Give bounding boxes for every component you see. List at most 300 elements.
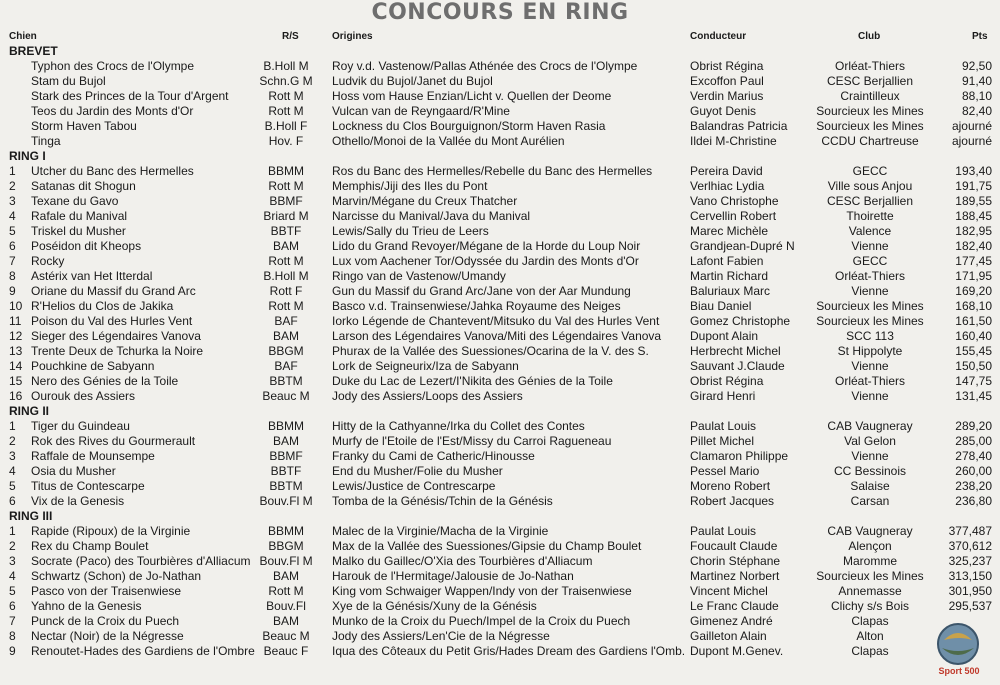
origins: Lockness du Clos Bourguignon/Storm Haven Rasia <box>332 119 606 133</box>
origins: Murfy de l'Etoile de l'Est/Missy du Carroi Ragueneau <box>332 434 612 448</box>
handler-name: Foucault Claude <box>690 539 778 553</box>
origins: Hoss vom Hause Enzian/Licht v. Quellen der Deome <box>332 89 612 103</box>
rank-number: 9 <box>9 284 16 298</box>
points: 289,20 <box>955 419 992 433</box>
handler-name: Balandras Patricia <box>690 119 788 133</box>
points: 236,80 <box>955 494 992 508</box>
result-row <box>0 374 1000 389</box>
points: 160,40 <box>955 329 992 343</box>
breed-sex: BBTM <box>269 374 303 388</box>
club-name: Clapas <box>851 644 889 658</box>
result-row <box>0 314 1000 329</box>
result-row <box>0 389 1000 404</box>
dog-name: Sieger des Légendaires Vanova <box>31 329 201 343</box>
result-row <box>0 464 1000 479</box>
dog-name: Titus de Contescarpe <box>31 479 145 493</box>
section-heading: BREVET <box>9 44 58 58</box>
rank-number: 4 <box>9 209 16 223</box>
rank-number: 5 <box>9 479 16 493</box>
rank-number: 2 <box>9 539 16 553</box>
breed-sex: BBMF <box>269 194 303 208</box>
page-title: CONCOURS EN RING <box>371 0 629 25</box>
logo-text: Sport 500 <box>938 666 980 676</box>
club-name: Sourcieux les Mines <box>816 569 924 583</box>
club-name: Ville sous Anjou <box>827 179 913 193</box>
handler-name: Biau Daniel <box>690 299 752 313</box>
handler-name: Lafont Fabien <box>690 254 764 268</box>
result-row <box>0 119 1000 134</box>
points: 155,45 <box>955 344 992 358</box>
handler-name: Sauvant J.Claude <box>690 359 785 373</box>
origins: Malko du Gaillec/O'Xia des Tourbières d'Alliacum <box>332 554 593 568</box>
origins: Lewis/Justice de Contrescarpe <box>332 479 496 493</box>
origins: Munko de la Croix du Puech/Impel de la Croix du Puech <box>332 614 631 628</box>
club-name: Vienne <box>851 449 889 463</box>
rank-number: 5 <box>9 584 16 598</box>
dog-name: Utcher du Banc des Hermelles <box>31 164 194 178</box>
breed-sex: BBMM <box>268 164 304 178</box>
club-name: CESC Berjallien <box>826 74 914 88</box>
rank-number: 1 <box>9 524 16 538</box>
breed-sex: Beauc F <box>263 644 309 658</box>
club-name: Orléat-Thiers <box>834 269 905 283</box>
rank-number: 14 <box>9 359 23 373</box>
handler-name: Guyot Denis <box>690 104 757 118</box>
breed-sex: Beauc M <box>262 389 310 403</box>
origins: Hitty de la Cathyanne/Irka du Collet des Contes <box>332 419 585 433</box>
points: 377,487 <box>948 524 992 538</box>
rank-number: 1 <box>9 419 16 433</box>
origins: Xye de la Génésis/Xuny de la Génésis <box>332 599 537 613</box>
rank-number: 2 <box>9 434 16 448</box>
club-name: CC Bessinois <box>833 464 907 478</box>
club-name: Valence <box>848 224 892 238</box>
result-row <box>0 224 1000 239</box>
result-row <box>0 269 1000 284</box>
handler-name: Paulat Louis <box>690 524 757 538</box>
handler-name: Pessel Mario <box>690 464 760 478</box>
rank-number: 4 <box>9 569 16 583</box>
result-row <box>0 299 1000 314</box>
rank-number: 6 <box>9 599 16 613</box>
origins: Vulcan van de Reyngaard/R'Mine <box>332 104 510 118</box>
club-name: GECC <box>852 254 888 268</box>
points: 150,50 <box>955 359 992 373</box>
origins: Tomba de la Génésis/Tchin de la Génésis <box>332 494 553 508</box>
points: 169,20 <box>955 284 992 298</box>
breed-sex: BBTF <box>270 224 302 238</box>
handler-name: Verdin Marius <box>690 89 764 103</box>
points: 295,537 <box>948 599 992 613</box>
breed-sex: Hov. F <box>268 134 304 148</box>
origins: Lido du Grand Revoyer/Mégane de la Horde du Loup Noir <box>332 239 641 253</box>
result-row <box>0 89 1000 104</box>
points: 188,45 <box>955 209 992 223</box>
dog-name: Tiger du Guindeau <box>31 419 130 433</box>
breed-sex: Rott M <box>268 89 304 103</box>
handler-name: Le Franc Claude <box>690 599 779 613</box>
result-row <box>0 104 1000 119</box>
dog-name: Texane du Gavo <box>31 194 119 208</box>
handler-name: Ildei M-Christine <box>690 134 777 148</box>
origins: Othello/Monoi de la Vallée du Mont Aurélien <box>332 134 565 148</box>
dog-name: Rok des Rives du Gourmerault <box>31 434 196 448</box>
points: 168,10 <box>955 299 992 313</box>
dog-name: Renoutet-Hades des Gardiens de l'Ombre <box>31 644 255 658</box>
origins: Memphis/Jiji des Iles du Pont <box>332 179 488 193</box>
origins: Lewis/Sally du Trieu de Leers <box>332 224 489 238</box>
origins: Max de la Vallée des Suessiones/Gipsie du Champ Boulet <box>332 539 642 553</box>
dog-name: Yahno de la Genesis <box>31 599 142 613</box>
club-name: Sourcieux les Mines <box>816 119 924 133</box>
points: 161,50 <box>955 314 992 328</box>
points: 171,95 <box>955 269 992 283</box>
handler-name: Moreno Robert <box>690 479 771 493</box>
handler-name: Martin Richard <box>690 269 769 283</box>
dog-name: Pasco von der Traisenwiese <box>31 584 182 598</box>
breed-sex: B.Holl F <box>264 119 308 133</box>
breed-sex: Rott M <box>268 179 304 193</box>
points: 177,45 <box>955 254 992 268</box>
handler-name: Dupont M.Genev. <box>690 644 784 658</box>
origins: Larson des Légendaires Vanova/Miti des Légendaires Vanova <box>332 329 662 343</box>
breed-sex: Bouv.Fl M <box>259 554 313 568</box>
club-name: Alton <box>856 629 884 643</box>
result-row <box>0 524 1000 539</box>
points: 82,40 <box>961 104 992 118</box>
handler-name: Vano Christophe <box>690 194 779 208</box>
points: 301,950 <box>948 584 992 598</box>
breed-sex: BBMM <box>268 419 304 433</box>
club-name: Craintilleux <box>840 89 900 103</box>
result-row <box>0 644 1000 659</box>
rank-number: 15 <box>9 374 23 388</box>
club-name: CCDU Chartreuse <box>821 134 919 148</box>
result-row <box>0 599 1000 614</box>
club-name: Orléat-Thiers <box>834 59 905 73</box>
club-name: Orléat-Thiers <box>834 374 905 388</box>
club-name: Vienne <box>851 359 889 373</box>
result-row <box>0 254 1000 269</box>
rank-number: 2 <box>9 179 16 193</box>
result-row <box>0 134 1000 149</box>
breed-sex: BAM <box>272 434 299 448</box>
result-row <box>0 419 1000 434</box>
breed-sex: Rott M <box>268 254 304 268</box>
breed-sex: BAM <box>272 239 299 253</box>
points: ajourné <box>951 134 992 148</box>
result-row <box>0 359 1000 374</box>
origins: Lork de Seigneurix/Iza de Sabyann <box>332 359 519 373</box>
origins: Narcisse du Manival/Java du Manival <box>332 209 531 223</box>
handler-name: Gailleton Alain <box>690 629 767 643</box>
rank-number: 5 <box>9 224 16 238</box>
result-row <box>0 449 1000 464</box>
header-pts: Pts <box>972 31 988 42</box>
origins: Franky du Cami de Catheric/Hinousse <box>332 449 535 463</box>
section-heading: RING III <box>9 509 53 523</box>
handler-name: Excoffon Paul <box>690 74 764 88</box>
header-chien: Chien <box>9 31 37 42</box>
origins: Ros du Banc des Hermelles/Rebelle du Banc des Hermelles <box>332 164 653 178</box>
club-name: GECC <box>852 164 888 178</box>
dog-name: Pouchkine de Sabyann <box>31 359 155 373</box>
result-row <box>0 479 1000 494</box>
points: 182,95 <box>955 224 992 238</box>
handler-name: Marec Michèle <box>690 224 769 238</box>
points: 285,00 <box>955 434 992 448</box>
club-name: Maromme <box>842 554 897 568</box>
points: 325,237 <box>948 554 992 568</box>
result-row <box>0 584 1000 599</box>
breed-sex: B.Holl M <box>263 59 309 73</box>
rank-number: 3 <box>9 554 16 568</box>
dog-name: Satanas dit Shogun <box>31 179 136 193</box>
rank-number: 7 <box>9 614 16 628</box>
header-conducteur: Conducteur <box>690 31 747 42</box>
dog-name: Osia du Musher <box>31 464 116 478</box>
club-name: Sourcieux les Mines <box>816 104 924 118</box>
points: 191,75 <box>955 179 992 193</box>
breed-sex: Briard M <box>263 209 309 223</box>
result-row <box>0 194 1000 209</box>
handler-name: Verlhiac Lydia <box>690 179 765 193</box>
rank-number: 6 <box>9 239 16 253</box>
origins: Ringo van de Vastenow/Umandy <box>332 269 506 283</box>
points: 193,40 <box>955 164 992 178</box>
result-row <box>0 239 1000 254</box>
result-row <box>0 494 1000 509</box>
rank-number: 8 <box>9 269 16 283</box>
rank-number: 13 <box>9 344 23 358</box>
origins: End du Musher/Folie du Musher <box>332 464 503 478</box>
club-name: Salaise <box>850 479 890 493</box>
result-row <box>0 569 1000 584</box>
result-row <box>0 284 1000 299</box>
rank-number: 16 <box>9 389 23 403</box>
points: 189,55 <box>955 194 992 208</box>
club-name: Vienne <box>851 284 889 298</box>
handler-name: Herbrecht Michel <box>690 344 781 358</box>
dog-name: Triskel du Musher <box>31 224 126 238</box>
points: 92,50 <box>961 59 992 73</box>
club-name: Sourcieux les Mines <box>816 314 924 328</box>
club-name: SCC 113 <box>846 329 894 343</box>
header-origines: Origines <box>332 31 373 42</box>
handler-name: Pillet Michel <box>690 434 755 448</box>
dog-name: Stam du Bujol <box>31 74 106 88</box>
breed-sex: Rott M <box>268 299 304 313</box>
header-club: Club <box>858 31 881 42</box>
origins: Gun du Massif du Grand Arc/Jane von der Aar Mundung <box>332 284 631 298</box>
points: ajourné <box>951 119 992 133</box>
rank-number: 10 <box>9 299 23 313</box>
breed-sex: BAM <box>272 569 299 583</box>
breed-sex: Bouv.Fl M <box>259 494 313 508</box>
dog-name: Nectar (Noir) de la Négresse <box>31 629 184 643</box>
origins: Iorko Légende de Chantevent/Mitsuko du Val des Hurles Vent <box>332 314 660 328</box>
breed-sex: Rott F <box>269 284 303 298</box>
points: 147,75 <box>955 374 992 388</box>
rank-number: 3 <box>9 449 16 463</box>
result-row <box>0 434 1000 449</box>
dog-name: Schwartz (Schon) de Jo-Nathan <box>31 569 202 583</box>
result-row <box>0 209 1000 224</box>
origins: Phurax de la Vallée des Suessiones/Ocarina de la V. des S. <box>332 344 649 358</box>
club-name: CAB Vaugneray <box>827 419 913 433</box>
breed-sex: BAM <box>272 329 299 343</box>
club-name: Vienne <box>851 389 889 403</box>
dog-name: Socrate (Paco) des Tourbières d'Alliacum <box>31 554 251 568</box>
dog-name: Rocky <box>31 254 65 268</box>
points: 238,20 <box>955 479 992 493</box>
dog-name: Nero des Génies de la Toile <box>31 374 179 388</box>
breed-sex: B.Holl M <box>263 269 309 283</box>
result-row <box>0 614 1000 629</box>
origins: Roy v.d. Vastenow/Pallas Athénée des Crocs de l'Olympe <box>332 59 638 73</box>
breed-sex: BBMF <box>269 449 303 463</box>
breed-sex: Rott M <box>268 584 304 598</box>
club-name: Thoirette <box>846 209 894 223</box>
club-name: Annemasse <box>838 584 902 598</box>
handler-name: Martinez Norbert <box>690 569 780 583</box>
points: 260,00 <box>955 464 992 478</box>
club-name: St Hippolyte <box>837 344 903 358</box>
handler-name: Pereira David <box>690 164 763 178</box>
dog-name: Stark des Princes de la Tour d'Argent <box>31 89 229 103</box>
result-row <box>0 59 1000 74</box>
result-row <box>0 539 1000 554</box>
handler-name: Girard Henri <box>690 389 756 403</box>
dog-name: Storm Haven Tabou <box>31 119 137 133</box>
origins: Duke du Lac de Lezert/I'Nikita des Génies de la Toile <box>332 374 613 388</box>
handler-name: Vincent Michel <box>690 584 768 598</box>
breed-sex: BBGM <box>268 344 304 358</box>
rank-number: 8 <box>9 629 16 643</box>
points: 88,10 <box>961 89 992 103</box>
origins: Lux vom Aachener Tor/Odyssée du Jardin des Monts d'Or <box>332 254 639 268</box>
club-name: Carsan <box>850 494 890 508</box>
dog-name: Rafale du Manival <box>31 209 128 223</box>
handler-name: Paulat Louis <box>690 419 757 433</box>
breed-sex: Schn.G M <box>259 74 313 88</box>
points: 131,45 <box>955 389 992 403</box>
sport-logo <box>930 618 988 680</box>
club-name: Clapas <box>851 614 889 628</box>
handler-name: Grandjean-Dupré N <box>690 239 795 253</box>
origins: Ludvik du Bujol/Janet du Bujol <box>332 74 493 88</box>
rank-number: 7 <box>9 254 16 268</box>
rank-number: 6 <box>9 494 16 508</box>
rank-number: 9 <box>9 644 16 658</box>
handler-name: Baluriaux Marc <box>690 284 771 298</box>
header-rs: R/S <box>282 31 299 42</box>
breed-sex: Rott M <box>268 104 304 118</box>
dog-name: Rapide (Ripoux) de la Virginie <box>31 524 191 538</box>
rank-number: 11 <box>9 314 22 328</box>
handler-name: Gomez Christophe <box>690 314 791 328</box>
club-name: Sourcieux les Mines <box>816 299 924 313</box>
dog-name: Vix de la Genesis <box>31 494 125 508</box>
handler-name: Dupont Alain <box>690 329 759 343</box>
dog-name: R'Helios du Clos de Jakika <box>31 299 174 313</box>
rank-number: 3 <box>9 194 16 208</box>
origins: King vom Schwaiger Wappen/Indy von der Traisenwiese <box>332 584 632 598</box>
handler-name: Gimenez André <box>690 614 773 628</box>
club-name: CAB Vaugneray <box>827 524 913 538</box>
origins: Jody des Assiers/Loops des Assiers <box>332 389 523 403</box>
dog-name: Typhon des Crocs de l'Olympe <box>31 59 195 73</box>
rank-number: 12 <box>9 329 23 343</box>
club-name: Clichy s/s Bois <box>830 599 910 613</box>
dog-name: Teos du Jardin des Monts d'Or <box>31 104 194 118</box>
dog-name: Punck de la Croix du Puech <box>31 614 180 628</box>
dog-name: Rex du Champ Boulet <box>31 539 149 553</box>
section-heading: RING II <box>9 404 50 418</box>
dog-name: Poison du Val des Hurles Vent <box>31 314 193 328</box>
points: 182,40 <box>955 239 992 253</box>
dog-name: Oriane du Massif du Grand Arc <box>31 284 196 298</box>
result-row <box>0 329 1000 344</box>
breed-sex: BBTM <box>269 479 303 493</box>
section-heading: RING I <box>9 149 46 163</box>
breed-sex: Beauc M <box>262 629 310 643</box>
origins: Marvin/Mégane du Creux Thatcher <box>332 194 518 208</box>
handler-name: Chorin Stéphane <box>690 554 781 568</box>
result-row <box>0 554 1000 569</box>
breed-sex: Bouv.Fl <box>266 599 306 613</box>
breed-sex: BAF <box>274 314 298 328</box>
club-name: Val Gelon <box>844 434 896 448</box>
result-row <box>0 164 1000 179</box>
dog-name: Astérix van Het Itterdal <box>31 269 153 283</box>
result-row <box>0 629 1000 644</box>
points: 370,612 <box>948 539 992 553</box>
dog-name: Raffale de Mounsempe <box>31 449 155 463</box>
points: 278,40 <box>955 449 992 463</box>
club-name: Vienne <box>851 239 889 253</box>
result-row <box>0 344 1000 359</box>
club-name: CESC Berjallien <box>826 194 914 208</box>
origins: Basco v.d. Trainsenwiese/Jahka Royaume des Neiges <box>332 299 621 313</box>
origins: Jody des Assiers/Len'Cie de la Négresse <box>332 629 550 643</box>
dog-name: Trente Deux de Tchurka la Noire <box>31 344 204 358</box>
origins: Harouk de l'Hermitage/Jalousie de Jo-Nathan <box>332 569 574 583</box>
result-row <box>0 179 1000 194</box>
breed-sex: BAF <box>274 359 298 373</box>
result-row <box>0 74 1000 89</box>
handler-name: Robert Jacques <box>690 494 775 508</box>
dog-name: Tinga <box>31 134 61 148</box>
club-name: Alençon <box>848 539 892 553</box>
breed-sex: BBTF <box>270 464 302 478</box>
breed-sex: BAM <box>272 614 299 628</box>
origins: Malec de la Virginie/Macha de la Virginie <box>332 524 549 538</box>
rank-number: 4 <box>9 464 16 478</box>
rank-number: 1 <box>9 164 16 178</box>
points: 313,150 <box>948 569 992 583</box>
dog-name: Poséidon dit Kheops <box>31 239 142 253</box>
handler-name: Clamaron Philippe <box>690 449 789 463</box>
dog-name: Ourouk des Assiers <box>31 389 136 403</box>
handler-name: Cervellin Robert <box>690 209 777 223</box>
breed-sex: BBGM <box>268 539 304 553</box>
handler-name: Obrist Régina <box>690 59 764 73</box>
points: 91,40 <box>961 74 992 88</box>
breed-sex: BBMM <box>268 524 304 538</box>
origins: Iqua des Côteaux du Petit Gris/Hades Dream des Gardiens l'Omb. <box>332 644 686 658</box>
handler-name: Obrist Régina <box>690 374 764 388</box>
